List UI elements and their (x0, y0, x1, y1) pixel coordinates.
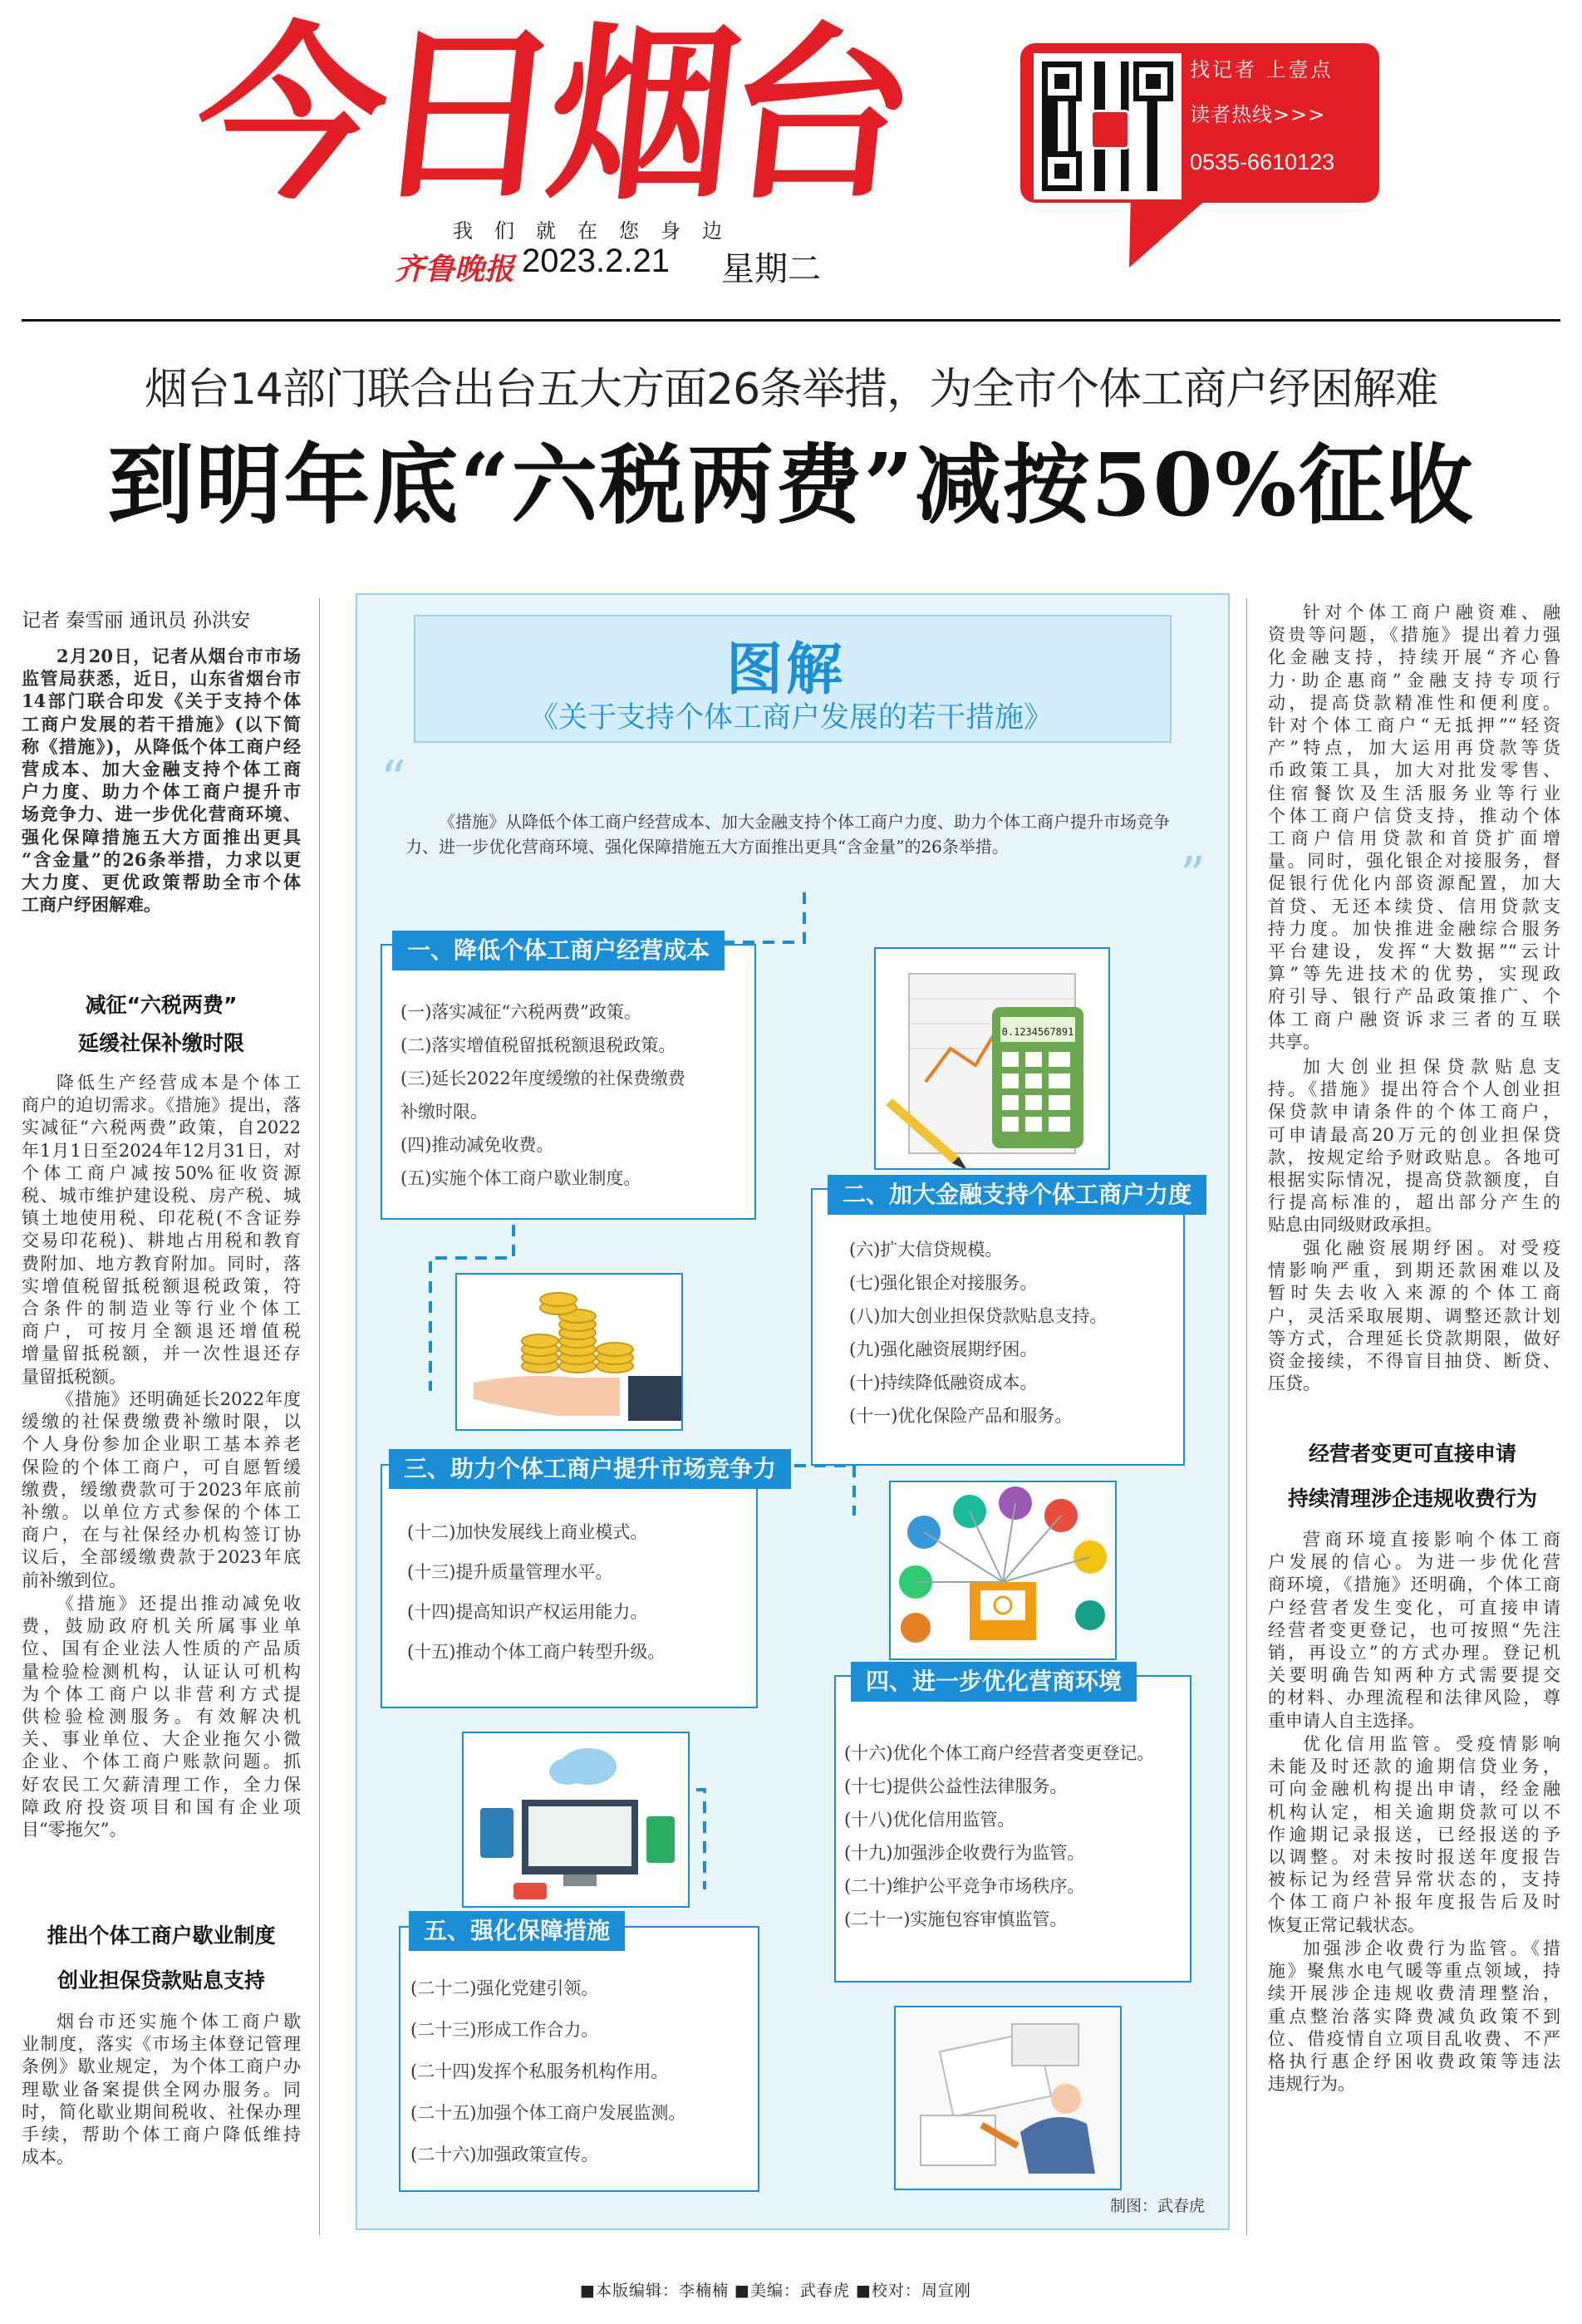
article-line: 成本。 (22, 2147, 74, 2168)
list-item: (十四)提高知识产权运用能力。 (407, 1602, 648, 1622)
masthead-slogan: 我们就在您身边 (453, 219, 744, 243)
article-line: 户发展的信心。为进一步优化营 (1268, 1552, 1560, 1573)
app-logo-icon (1090, 110, 1130, 150)
section-title-5: 五、强化保障措施 (409, 1911, 625, 1951)
section-card-1 (381, 936, 756, 1220)
list-item: (九)强化融资展期纾困。 (849, 1339, 1038, 1359)
article-line: 时，简化歇业期间税收、社保办理 (22, 2101, 301, 2122)
lead-paragraph (22, 645, 301, 916)
issue-date: 2023.2.21 (522, 243, 670, 279)
article-line: 加大创业担保贷款贴息支 (1303, 1057, 1560, 1077)
list-item: (十七)提供公益性法律服务。 (844, 1776, 1068, 1796)
article-line: 工商户发展的若干措施》(以下简 (22, 713, 301, 735)
article-line: 户力度、助力个体工商户提升市 (22, 781, 301, 803)
article-line: 施》聚焦水电气暖等重点领域，持 (1268, 1961, 1560, 1982)
article-line: 机构认定，相关逾期贷款可以不 (1268, 1801, 1560, 1822)
article-line: 营商环境直接影响个体工商 (1303, 1530, 1560, 1550)
list-item: (十一)优化保险产品和服务。 (849, 1406, 1073, 1426)
article-line: 前补缴到位。 (22, 1570, 126, 1590)
list-item: (二十四)发挥个私服务机构作用。 (410, 2061, 669, 2081)
article-line: 14部门联合印发《关于支持个体 (22, 690, 301, 712)
ecommerce-illustration (889, 1481, 1117, 1660)
article-line: 住宿餐饮及生活服务业等行业 (1268, 783, 1560, 803)
section-title-4: 四、进一步优化营商环境 (851, 1662, 1137, 1702)
left-paragraph-4 (22, 2011, 301, 2169)
right-paragraph-2 (1268, 1056, 1560, 1237)
right-subhead-b: 持续清理涉企违规收费行为 (1287, 1486, 1537, 1511)
qr-code-icon[interactable] (1034, 53, 1182, 199)
page-footer-credits: ■本版编辑：李楠楠 ■美编：武春虎 ■校对：周宣刚 (580, 2282, 971, 2300)
article-line: 工商户信用贷款和首贷扩面增 (1268, 828, 1560, 849)
article-line: 销，再设立”的方式办理。登记机 (1268, 1643, 1560, 1663)
list-item: (四)推动减免收费。 (400, 1135, 554, 1155)
list-item: (十五)推动个体工商户转型升级。 (407, 1642, 666, 1662)
right-subhead-a: 经营者变更可直接申请 (1308, 1442, 1516, 1466)
article-line: 体工商户融资诉求三者的互联 (1268, 1009, 1560, 1029)
article-line: 的材料、办理流程和法律风险，尊 (1268, 1688, 1560, 1708)
article-line: 格执行惠企纾困收费政策等违法 (1268, 2051, 1560, 2072)
article-line: 个体工商户信贷支持，推动个体 (1268, 805, 1560, 826)
section-card-3 (381, 1455, 777, 1708)
cloud-devices-illustration (462, 1732, 690, 1908)
article-line: 手续，帮助个体工商户降低维持 (22, 2125, 301, 2145)
article-line: 实减征“六税两费”政策，自2022 (22, 1118, 301, 1138)
article-line: 位、国有企业法人性质的产品质 (22, 1639, 301, 1659)
article-line: 理歇业备案提供全网办服务。同 (22, 2079, 301, 2100)
article-line: 重点整治落实降费减负政策不到 (1268, 2006, 1560, 2027)
left-subhead-1a: 减征“六税两费” (85, 993, 238, 1017)
article-line: 费附加、地方教育附加。同时，落 (22, 1253, 301, 1274)
section-title-3: 三、助力个体工商户提升市场竞争力 (389, 1449, 791, 1489)
list-item: (十)持续降低融资成本。 (849, 1373, 1038, 1393)
article-line: 工商户纾困解难。 (22, 894, 161, 916)
article-line: 根据实际情况，提高贷款额度，自 (1268, 1170, 1560, 1191)
list-item: (五)实施个体工商户歇业制度。 (400, 1168, 641, 1188)
article-line: 保险的个体工商户，可自愿暂缓 (22, 1457, 301, 1477)
article-line: “含金量”的26条举措，力求以更 (22, 848, 301, 870)
article-line: 币政策工具，加大对批发零售、 (1268, 760, 1560, 781)
article-line: 未能及时还款的逾期信贷业务， (1268, 1757, 1560, 1777)
list-item: (二十二)强化党建引领。 (410, 1978, 599, 1998)
left-paragraph-2 (22, 1388, 301, 1592)
list-item: (十九)加强涉企收费行为监管。 (844, 1843, 1085, 1863)
article-line: 促银行优化内部资源配置，加大 (1268, 873, 1560, 894)
office-desk-illustration (894, 2006, 1122, 2190)
list-item: (十八)优化信用监管。 (844, 1810, 1015, 1830)
article-line: 《措施》还提出推动减免收 (56, 1594, 301, 1614)
article-line: 被标记为经营异常状态的，支持 (1268, 1870, 1560, 1890)
article-line: 《措施》还明确延长2022年度 (56, 1389, 301, 1409)
infographic-subtitle: 《关于支持个体工商户发展的若干措施》 (528, 701, 1053, 735)
section-items-2 (849, 1233, 1107, 1432)
issue-weekday: 星期二 (721, 250, 821, 288)
article-line: 烟台市还实施个体工商户歇 (56, 2012, 301, 2032)
article-line: 企业、个体工商户账款问题。抓 (22, 1752, 301, 1772)
speech-bubble-tail (1096, 193, 1214, 268)
article-line: 平台建设，发挥“大数据”“云计 (1268, 941, 1560, 962)
article-line: 首贷、无还本续贷、信用贷款支 (1268, 896, 1560, 916)
paper-name: 齐鲁晚报 (395, 252, 515, 287)
article-line: 增量留抵税额，并一次性退还存 (22, 1344, 301, 1364)
article-line: 续开展涉企违规收费清理整治， (1268, 1983, 1560, 2004)
article-line: 可向金融机构提出申请，经金融 (1268, 1779, 1560, 1800)
article-line: 以调整。对未按时报送年度报告 (1268, 1847, 1560, 1868)
list-item: (二十一)实施包容审慎监管。 (844, 1909, 1068, 1929)
section-items-4 (844, 1737, 1154, 1936)
left-paragraph-3 (22, 1593, 301, 1841)
list-item: (一)落实减征“六税两费”政策。 (400, 1002, 641, 1022)
list-item: (二十三)形成工作合力。 (410, 2020, 599, 2040)
article-line: 产”特点，加大运用再贷款等货 (1268, 738, 1560, 759)
article-line: 经营者变更登记，也可按照“先注 (1268, 1619, 1560, 1640)
list-item: (六)扩大信贷规模。 (849, 1240, 1003, 1260)
infographic-intro: 《措施》从降低个体工商户经营成本、加大金融支持个体工商户力度、助力个体工商户提升市场竞争力、进一步优化营商环境、强化保障措施五大方面推出更具“含金量”的26条举措。 (405, 812, 1170, 857)
article-line: 持。《措施》提出符合个人创业担 (1268, 1079, 1560, 1100)
article-line: 可申请最高20万元的创业担保贷 (1268, 1124, 1560, 1145)
article-line: 营成本、加大金融支持个体工商 (22, 759, 301, 780)
article-line: 缓缴的社保费缴费补缴时限，以 (22, 1412, 301, 1432)
headline-main: 到明年底“六税两费”减按50%征收 (107, 434, 1475, 536)
article-line: 重申请人自主选择。 (1268, 1710, 1425, 1731)
article-line: 好农民工欠薪清理工作，全力保 (22, 1774, 301, 1795)
article-line: 算”等先进技术的优势，实现政 (1268, 964, 1560, 985)
article-line: 议后，全部缓缴费款于2023年底 (22, 1547, 301, 1568)
article-line: 府引导、银行产品政策推广、个 (1268, 986, 1560, 1007)
list-item: (十二)加快发展线上商业模式。 (407, 1522, 648, 1542)
article-line: 场竞争力、进一步优化营商环境、 (22, 803, 301, 825)
section-items-1 (400, 995, 685, 1195)
masthead-divider (22, 319, 1560, 322)
article-line: 为个体工商户以非营利方式提 (22, 1683, 301, 1704)
left-subhead-1b: 延缓社保补缴时限 (77, 1031, 244, 1055)
left-subhead-2a: 推出个体工商户歇业制度 (47, 1924, 276, 1948)
section-title-2: 二、加大金融支持个体工商户力度 (828, 1175, 1206, 1215)
article-line: 监管局获悉，近日，山东省烟台市 (22, 668, 301, 690)
infographic-credit: 制图：武春虎 (1110, 2197, 1206, 2215)
list-item: (十三)提升质量管理水平。 (407, 1562, 613, 1582)
article-line: 商户，在与社保经办机构签订协 (22, 1525, 301, 1545)
article-line: 个人身份参加企业职工基本养老 (22, 1434, 301, 1455)
section-items-5 (410, 1968, 685, 2175)
article-line: 个体工商户减按50%征收资源 (22, 1162, 301, 1183)
article-line: 压贷。 (1268, 1373, 1320, 1394)
article-line: 资金接续，不得盲目抽贷、断贷、 (1268, 1351, 1560, 1372)
right-paragraph-1 (1268, 602, 1560, 1054)
masthead-title: 今日烟台 (186, 7, 914, 225)
section-title-1: 一、降低个体工商户经营成本 (392, 931, 725, 970)
article-line: 化金融支持，持续开展“齐心鲁 (1268, 647, 1560, 668)
article-line: 费，鼓励政府机关所属事业单 (22, 1616, 301, 1637)
article-line: 强化保障措施五大方面推出更具 (22, 826, 301, 848)
article-line: 关、事业单位、大企业拖欠小微 (22, 1729, 301, 1750)
article-line: 量检验检测机构，认证认可机构 (22, 1661, 301, 1682)
hotline-slogan: 找记者 上壹点 (1190, 58, 1334, 81)
article-line: 款，按规定给予财政贴息。各地可 (1268, 1147, 1560, 1167)
hotline-number: 0535-6610123 (1190, 150, 1335, 174)
article-line: 持力度。加快推进金融综合服务 (1268, 918, 1560, 939)
article-line: 恢复正常记载状态。 (1268, 1914, 1425, 1935)
article-line: 违规行为。 (1268, 2074, 1355, 2095)
headline-kicker: 烟台14部门联合出台五大方面26条举措，为全市个体工商户纾困解难 (144, 365, 1438, 415)
article-line: 贴息由同级财政承担。 (1268, 1215, 1442, 1236)
article-line: 强化融资展期纾困。对受疫 (1303, 1238, 1560, 1258)
article-line: 条例》歇业规定，为个体工商户办 (22, 2056, 301, 2077)
right-paragraph-5 (1268, 1733, 1560, 1937)
article-line: 量留抵税额。 (22, 1366, 126, 1387)
article-line: 目“零拖欠”。 (22, 1820, 127, 1840)
article-line: 力·助企惠商”金融支持专项行 (1268, 670, 1560, 690)
open-quote-icon: “ (381, 750, 406, 808)
article-line: 供检验检测服务。有效解决机 (22, 1707, 301, 1727)
article-line: 称《措施》)，从降低个体工商户经 (22, 735, 301, 757)
article-line: 行提高标准的，超出部分产生的 (1268, 1192, 1560, 1213)
article-line: 业制度，落实《市场主体登记管理 (22, 2034, 301, 2055)
article-line: 资贵等问题，《措施》提出着力强 (1268, 625, 1560, 646)
article-line: 商户的迫切需求。《措施》提出，落 (22, 1095, 301, 1116)
calculator-illustration (874, 947, 1110, 1170)
article-line: 降低生产经营成本是个体工 (56, 1073, 301, 1093)
article-line: 针对个体工商户“无抵押”“轻资 (1268, 715, 1560, 736)
list-item: (十六)优化个体工商户经营者变更登记。 (844, 1743, 1155, 1763)
left-subhead-2b: 创业担保贷款贴息支持 (56, 1968, 265, 1992)
calculator-display: 0.1234567891 (1001, 1026, 1074, 1038)
coins-hand-illustration (455, 1273, 683, 1431)
byline: 记者 秦雪丽 通讯员 孙洪安 (22, 610, 250, 631)
article-line: 个体工商户补报年度报告后及时 (1268, 1892, 1560, 1913)
article-line: 大力度、更优政策帮助全市个体 (22, 872, 301, 893)
article-line: 情影响严重，到期还款困难以及 (1268, 1260, 1560, 1281)
close-quote-icon: ” (1180, 847, 1206, 905)
article-line: 商环境，《措施》还明确，个体工商 (1268, 1575, 1560, 1595)
article-line: 动，提高贷款精准性和便利度。 (1268, 692, 1560, 713)
article-line: 量。同时，强化银企对接服务，督 (1268, 851, 1560, 872)
article-line: 税、城市维护建设税、房产税、城 (22, 1186, 301, 1206)
article-line: 年1月1日至2024年12月31日，对 (22, 1140, 301, 1161)
section-items-3 (407, 1512, 665, 1672)
article-line: 优化信用监管。受疫情影响 (1303, 1734, 1560, 1754)
article-line: 障政府投资项目和国有企业项 (22, 1796, 301, 1817)
list-item: 补缴时限。 (400, 1102, 488, 1122)
article-line: 位、借疫情自立项目乱收费、不严 (1268, 2028, 1560, 2049)
article-line: 关要明确告知两种方式需要提交 (1268, 1665, 1560, 1686)
column-divider-left (319, 598, 320, 2235)
article-line: 缴费，缓缴费款可于2023年底前 (22, 1479, 301, 1500)
column-divider-right (1246, 598, 1247, 2235)
right-paragraph-4 (1268, 1529, 1560, 1732)
article-line: 共享。 (1268, 1031, 1320, 1052)
article-line: 保贷款申请条件的个体工商户， (1268, 1102, 1560, 1123)
article-line: 实增值税留抵税额退税政策，符 (22, 1275, 301, 1296)
hotline-label: 读者热线>>> (1190, 103, 1326, 126)
article-line: 2月20日，记者从烟台市市场 (56, 646, 301, 666)
right-paragraph-3 (1268, 1237, 1560, 1395)
list-item: (二十五)加强个体工商户发展监测。 (410, 2103, 686, 2123)
article-line: 加强涉企收费行为监管。《措 (1303, 1938, 1560, 1958)
section-card-5 (399, 1917, 759, 2192)
article-line: 作逾期记录报送，已经报送的予 (1268, 1824, 1560, 1845)
article-line: 合条件的制造业等行业个体工 (22, 1299, 301, 1319)
article-line: 补缴。以单位方式参保的个体工 (22, 1502, 301, 1523)
right-paragraph-6 (1268, 1938, 1560, 2096)
article-line: 户经营者发生变化，可直接申请 (1268, 1597, 1560, 1618)
section-card-2 (811, 1181, 1192, 1466)
list-item: (三)延长2022年度缓缴的社保费缴费 (400, 1069, 685, 1088)
list-item: (二)落实增值税留抵税额退税政策。 (400, 1035, 676, 1055)
article-line: 针对个体工商户融资难、融 (1303, 602, 1560, 622)
section-card-4 (834, 1668, 1191, 1983)
left-paragraph-1 (22, 1072, 301, 1388)
article-line: 等方式，合理延长贷款期限，做好 (1268, 1328, 1560, 1349)
list-item: (七)强化银企对接服务。 (849, 1273, 1038, 1293)
infographic-label: 图解 (726, 637, 847, 703)
article-line: 镇土地使用税、印花税(不含证券 (22, 1208, 301, 1229)
list-item: (八)加大创业担保贷款贴息支持。 (849, 1306, 1108, 1326)
article-line: 户，灵活采取展期、调整还款计划 (1268, 1305, 1560, 1326)
article-line: 暂时失去收入来源的个体工商 (1268, 1283, 1560, 1304)
article-line: 交易印花税)、耕地占用税和教育 (22, 1231, 301, 1251)
article-line: 商户，可按月全额退还增值税 (22, 1321, 301, 1342)
list-item: (二十六)加强政策宣传。 (410, 2145, 599, 2164)
list-item: (二十)维护公平竞争市场秩序。 (844, 1876, 1085, 1896)
